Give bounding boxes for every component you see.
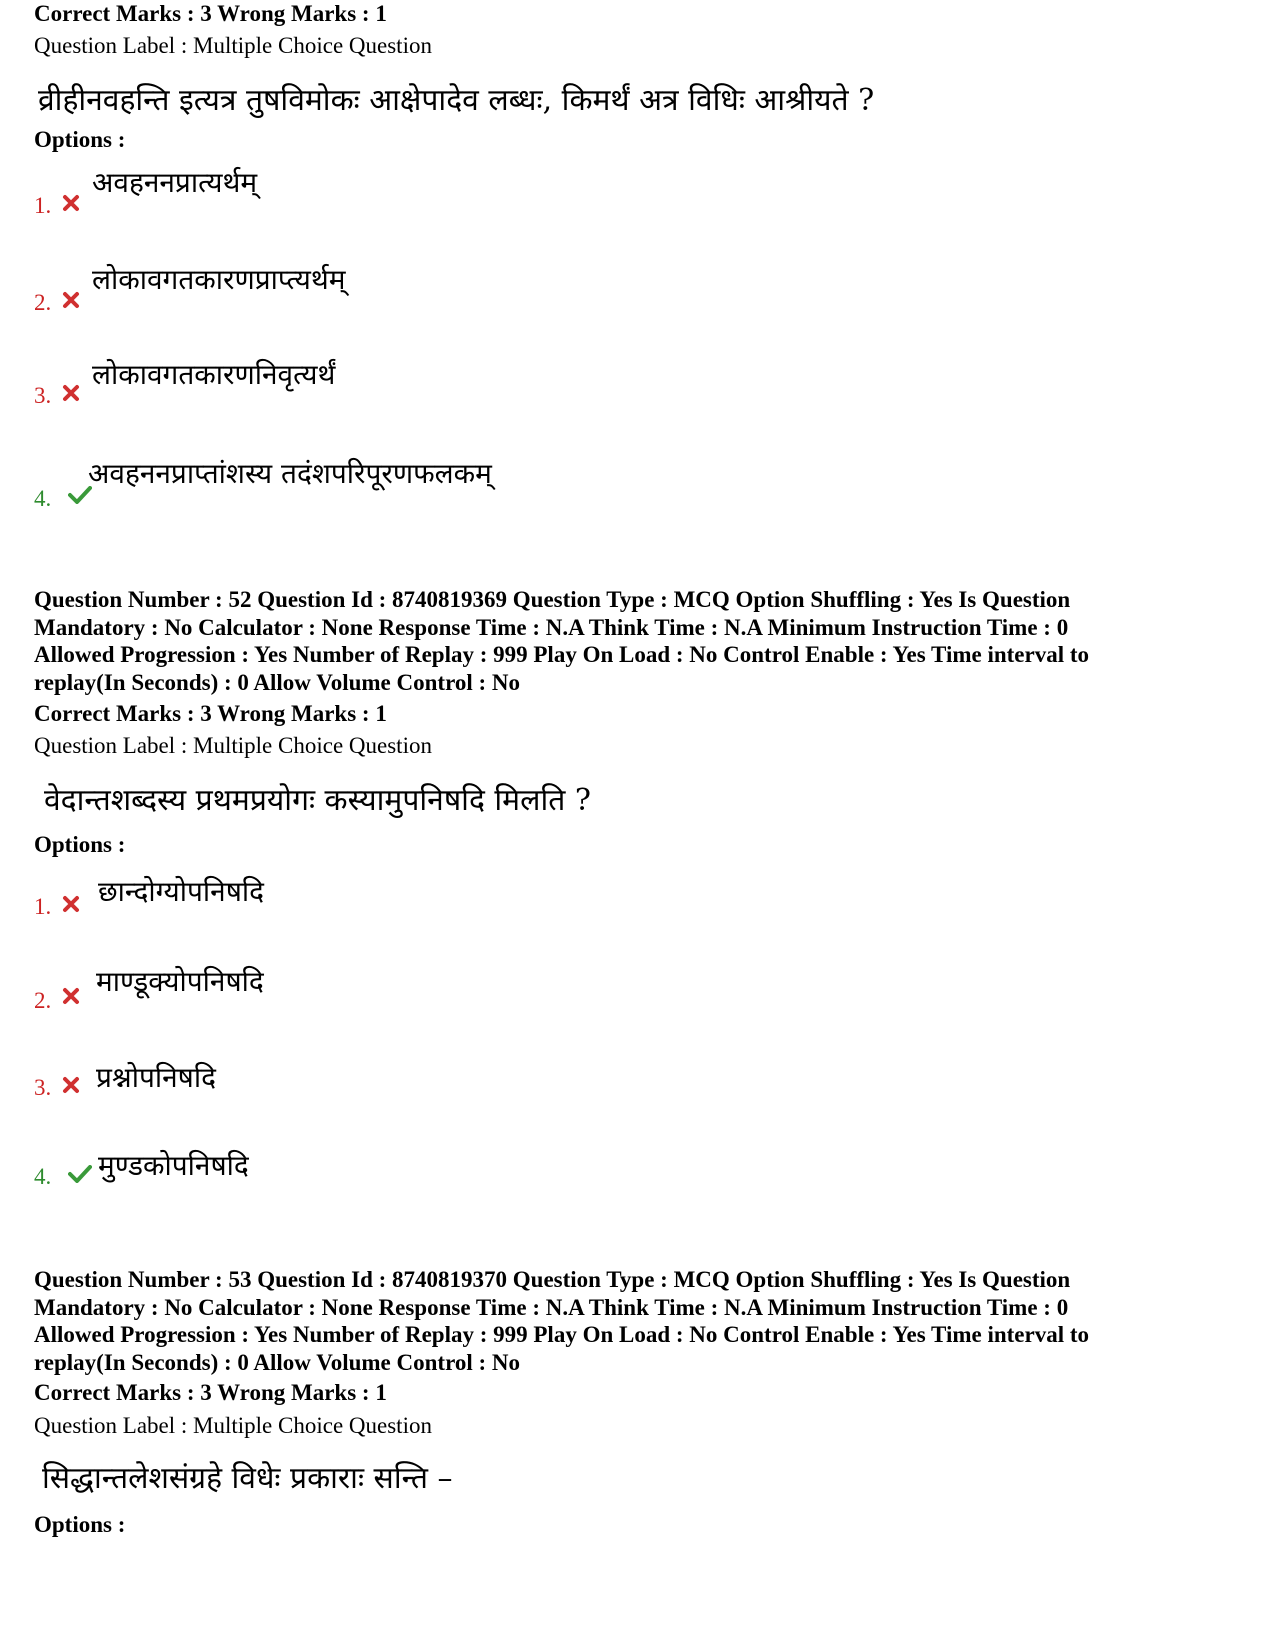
cross-icon [62,987,80,1005]
meta-line: Mandatory : No Calculator : None Response Time : N.A Think Time : N.A Minimum Instruction Time : 0 [34,1294,1069,1320]
q52-label: Question Label : Multiple Choice Question [34,733,432,758]
q52-question-text: वेदान्तशब्दस्य प्रथमप्रयोगः कस्यामुपनिषदि मिलति ? [44,783,591,818]
option-number: 2. [34,290,52,315]
meta-line: Allowed Progression : Yes Number of Replay : 999 Play On Load : No Control Enable : Yes Time interval to [34,1322,1090,1347]
meta-line: Question Number : 52 Question Id : 8740819369 Question Type : MCQ Option Shuffling : Yes Is Question [34,587,1071,612]
option-number: 4. [34,486,52,511]
option-text: लोकावगतकारणनिवृत्यर्थं [92,358,336,391]
meta-line: Mandatory : No Calculator : None Response Time : N.A Think Time : N.A Minimum Instruction Time : 0 [34,614,1069,640]
option-text: अवहननप्रात्यर्थम् [92,166,258,199]
q53-meta [34,1266,1089,1376]
q53-marks: Correct Marks : 3 Wrong Marks : 1 [34,1380,387,1405]
option-number: 4. [34,1164,52,1189]
meta-line: Allowed Progression : Yes Number of Replay : 999 Play On Load : No Control Enable : Yes Time interval to [34,642,1090,667]
option-text: प्रश्नोपनिषदि [96,1061,216,1094]
q51-question-text: व्रीहीनवहन्ति इत्यत्र तुषविमोकः आक्षेपादेव लब्धः, किमर्थं अत्र विधिः आश्रीयते ? [38,83,875,118]
option-text: मुण्डकोपनिषदि [98,1149,249,1182]
cross-icon [62,291,80,309]
cross-icon [62,1076,80,1094]
meta-line: replay(In Seconds) : 0 Allow Volume Control : No [34,1349,521,1375]
check-icon [68,1165,92,1183]
cross-icon [62,194,80,212]
q51-label: Question Label : Multiple Choice Question [34,33,432,58]
q52-marks: Correct Marks : 3 Wrong Marks : 1 [34,701,387,726]
option-text: लोकावगतकारणप्राप्त्यर्थम् [92,263,346,296]
option-number: 1. [34,193,52,218]
q51-marks: Correct Marks : 3 Wrong Marks : 1 [34,1,387,26]
option-number: 1. [34,894,52,919]
option-text: अवहननप्राप्तांशस्य तदंशपरिपूरणफलकम् [88,457,492,490]
option-number: 2. [34,988,52,1013]
option-text: माण्डूक्योपनिषदि [96,965,264,998]
meta-line: Question Number : 53 Question Id : 8740819370 Question Type : MCQ Option Shuffling : Yes Is Question [34,1267,1071,1292]
meta-line: replay(In Seconds) : 0 Allow Volume Control : No [34,669,521,695]
q53-question-text: सिद्धान्तलेशसंग्रहे विधेः प्रकाराः सन्ति – [42,1461,453,1496]
q51-options-title: Options : [34,127,126,152]
cross-icon [62,895,80,913]
q52-options-title: Options : [34,832,126,857]
q52-meta [34,586,1089,696]
option-number: 3. [34,383,52,408]
q53-label: Question Label : Multiple Choice Question [34,1413,432,1438]
q53-options-title: Options : [34,1512,126,1537]
option-number: 3. [34,1075,52,1100]
cross-icon [62,384,80,402]
option-text: छान्दोग्योपनिषदि [98,875,265,908]
